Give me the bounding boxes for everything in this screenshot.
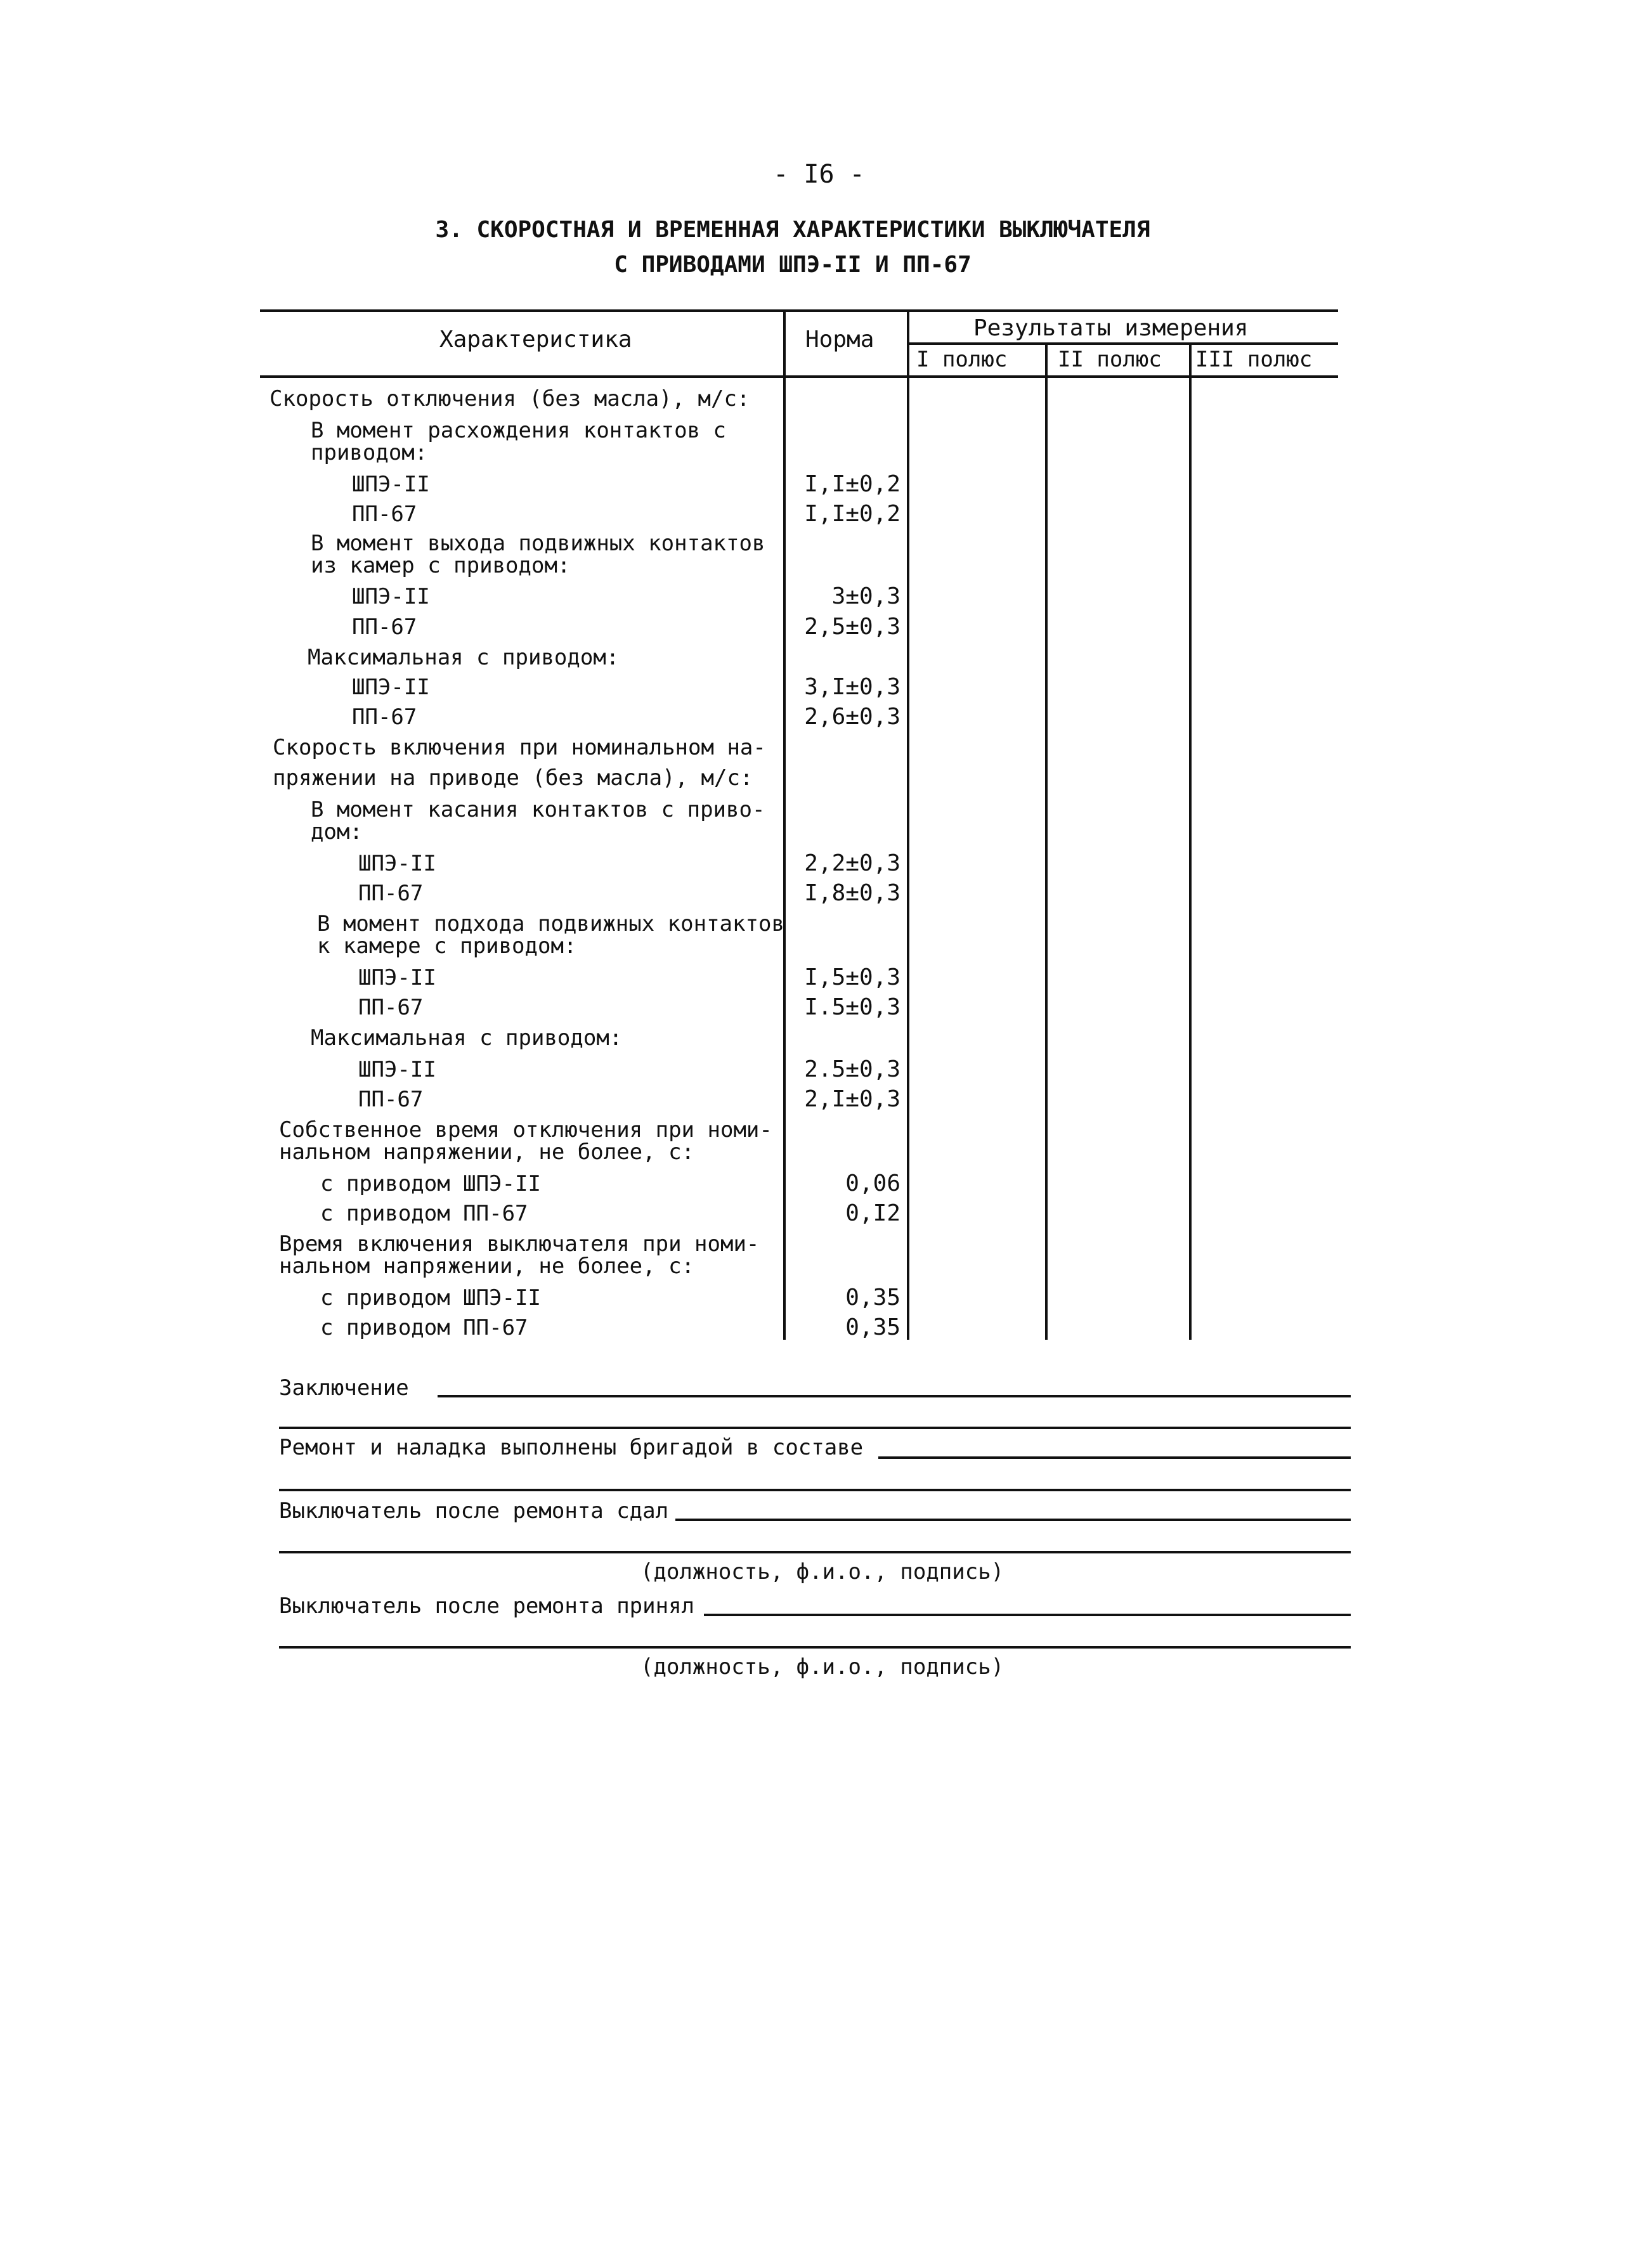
row-label: В момент выхода подвижных контактов [311,531,765,556]
row-label: нальном напряжении, не более, с: [279,1254,695,1279]
row-label: ПП-67 [352,502,417,527]
row-norm-value: 2.5±0,3 [804,1056,900,1082]
row-label: ШПЭ-II [358,851,436,876]
row-norm-value: I,5±0,3 [804,964,900,990]
row-label: Скорость включения при номинальном на- [273,735,766,760]
row-label: Скорость отключения (без масла), м/с: [270,386,750,411]
row-norm-value: 2,I±0,3 [804,1086,900,1112]
row-norm-value: 0,35 [845,1285,900,1311]
row-label: ПП-67 [358,1087,424,1112]
table-header-rule [260,375,1338,378]
row-norm-value: 0,06 [845,1170,900,1196]
page-number: - I6 - [773,160,865,189]
row-label: ПП-67 [352,614,417,640]
row-norm-value: 2,2±0,3 [804,850,900,876]
header-pole-2: II полюс [1058,347,1162,372]
row-norm-value: 3±0,3 [831,583,900,609]
table-col-divider-3 [1045,342,1048,1340]
row-label: с приводом ПП-67 [320,1315,528,1340]
row-label: Время включения выключателя при номи- [279,1231,760,1257]
repair-team-line-2[interactable] [279,1489,1351,1491]
row-label: пряжении на приводе (без масла), м/с: [273,765,753,791]
row-norm-value: 0,35 [845,1314,900,1340]
accepted-label: Выключатель после ремонта принял [279,1593,695,1619]
row-label: Максимальная с приводом: [311,1025,623,1051]
row-label: с приводом ПП-67 [320,1201,528,1226]
accepted-caption: (должность, ф.и.о., подпись) [640,1654,1004,1680]
section-title-line-2: С ПРИВОДАМИ ШПЭ-II И ПП-67 [614,252,972,278]
table-col-divider-2 [907,309,909,1340]
conclusion-label: Заключение [279,1375,409,1401]
row-label: ПП-67 [352,704,417,730]
repair-team-label: Ремонт и наладка выполнены бригадой в составе [279,1435,864,1460]
row-norm-value: 0,I2 [845,1200,900,1226]
row-label: нальном напряжении, не более, с: [279,1139,695,1165]
row-norm-value: 2,6±0,3 [804,704,900,730]
handed-over-line-2[interactable] [279,1551,1351,1553]
handed-over-caption: (должность, ф.и.о., подпись) [640,1559,1004,1584]
header-norm: Норма [805,327,874,353]
row-norm-value: 3,I±0,3 [804,674,900,700]
row-label: ШПЭ-II [352,584,430,609]
handed-over-line[interactable] [675,1519,1351,1521]
table-top-rule [260,309,1338,312]
row-norm-value: I,8±0,3 [804,880,900,906]
row-label: В момент подхода подвижных контактов [317,911,784,936]
row-label: к камере с приводом: [317,933,577,959]
row-label: ШПЭ-II [358,1057,436,1082]
row-norm-value: I,I±0,2 [804,501,900,527]
row-label: ПП-67 [358,995,424,1020]
row-label: ШПЭ-II [358,965,436,990]
row-label: В момент расхождения контактов с [311,418,727,443]
row-label: с приводом ШПЭ-II [320,1171,541,1196]
row-label: из камер с приводом: [311,553,571,578]
row-norm-value: I.5±0,3 [804,994,900,1020]
handed-over-label: Выключатель после ремонта сдал [279,1498,669,1524]
row-norm-value: I,I±0,2 [804,471,900,497]
conclusion-line-2[interactable] [279,1427,1351,1429]
header-characteristic: Характеристика [439,327,632,353]
repair-team-line[interactable] [878,1456,1351,1459]
header-pole-1: I полюс [916,347,1008,372]
row-label: Собственное время отключения при номи- [279,1117,772,1143]
row-label: В момент касания контактов с приво- [311,797,765,822]
row-label: с приводом ШПЭ-II [320,1285,541,1311]
row-label: ШПЭ-II [352,472,430,497]
row-norm-value: 2,5±0,3 [804,614,900,640]
row-label: Максимальная с приводом: [308,645,620,670]
row-label: ШПЭ-II [352,675,430,700]
accepted-line[interactable] [704,1614,1351,1616]
conclusion-line[interactable] [438,1395,1351,1397]
header-results: Результаты измерения [973,315,1249,341]
row-label: дом: [311,819,363,845]
table-col-divider-4 [1189,342,1192,1340]
accepted-line-2[interactable] [279,1646,1351,1649]
row-label: ПП-67 [358,881,424,906]
row-label: приводом: [311,440,428,465]
section-title-line-1: 3. СКОРОСТНАЯ И ВРЕМЕННАЯ ХАРАКТЕРИСТИКИ ВЫКЛЮЧАТЕЛЯ [435,217,1150,243]
table-results-rule [907,342,1338,345]
header-pole-3: III полюс [1195,347,1313,372]
